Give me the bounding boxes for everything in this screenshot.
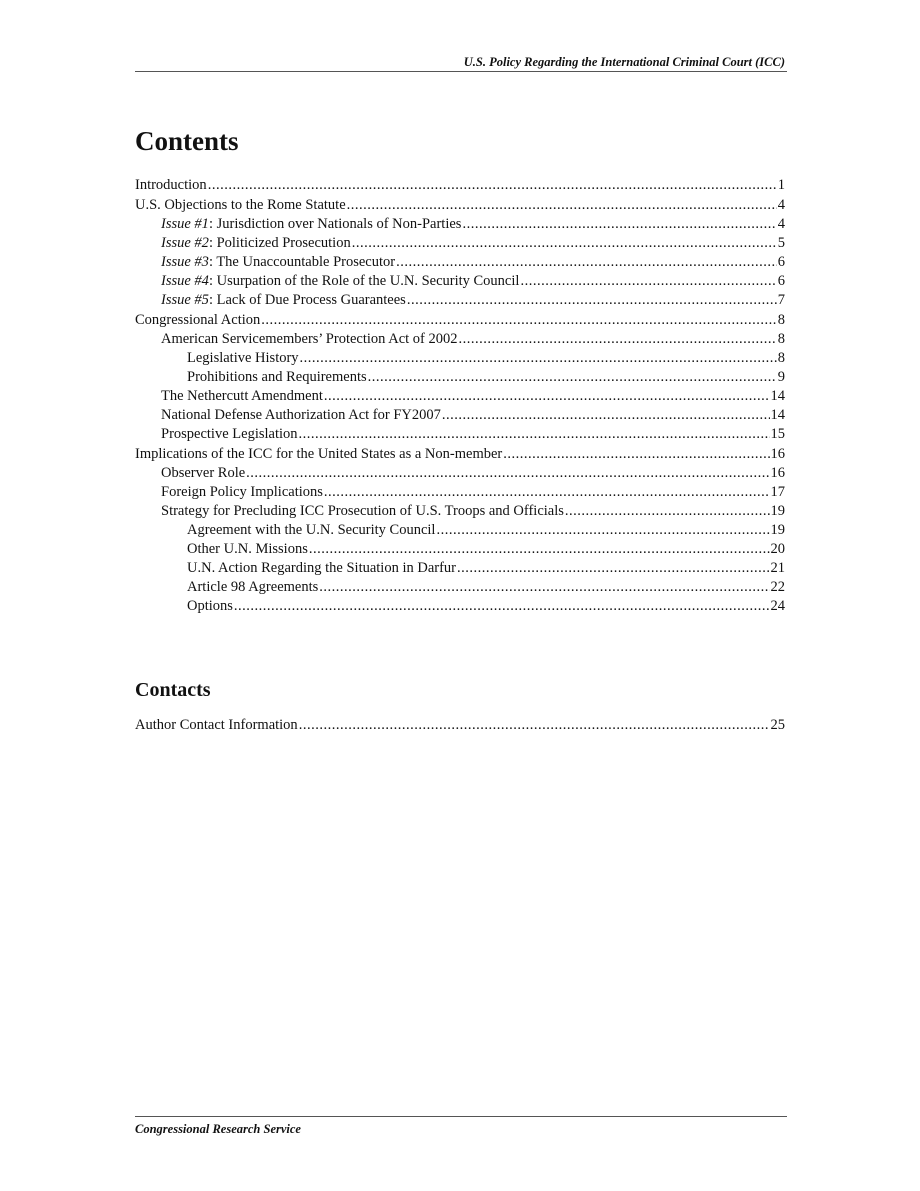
toc-page-number: 1	[777, 177, 785, 193]
contacts-heading: Contacts	[135, 679, 211, 701]
leader-dots	[352, 234, 777, 253]
toc-page-number: 15	[770, 426, 785, 442]
toc-page-number: 4	[777, 197, 785, 213]
leader-dots	[457, 559, 769, 578]
toc-entry-issue-3[interactable]: Issue #3: The Unaccountable Prosecutor ..... 6	[135, 253, 785, 272]
toc-page-number: 20	[770, 541, 785, 557]
leader-dots	[503, 445, 769, 464]
toc-entry-observer-role[interactable]: Observer Role ..... 16	[135, 464, 785, 483]
header-rule	[135, 71, 787, 72]
toc-page-number: 8	[777, 350, 785, 366]
toc-page-number: 14	[770, 388, 785, 404]
toc-entry-aspa-2002[interactable]: American Servicemembers’ Protection Act of 2002 ..... 8	[135, 330, 785, 349]
leader-dots	[299, 716, 770, 735]
toc-entry-article-98[interactable]: Article 98 Agreements ..... 22	[135, 578, 785, 597]
toc-entry-issue-4[interactable]: Issue #4: Usurpation of the Role of the U.N. Security Council ..... 6	[135, 272, 785, 291]
leader-dots	[299, 425, 770, 444]
toc-entry-issue-2[interactable]: Issue #2: Politicized Prosecution ..... 5	[135, 234, 785, 253]
leader-dots	[436, 521, 769, 540]
toc-page-number: 25	[770, 717, 785, 733]
leader-dots	[234, 597, 770, 616]
toc-entry-implications[interactable]: Implications of the ICC for the United States as a Non-member ..... 16	[135, 445, 785, 464]
leader-dots	[324, 387, 770, 406]
leader-dots	[442, 406, 770, 425]
leader-dots	[208, 176, 777, 195]
running-footer: Congressional Research Service	[135, 1122, 301, 1136]
toc-page-number: 22	[770, 579, 785, 595]
leader-dots	[324, 483, 770, 502]
toc-entry-introduction[interactable]: Introduction ..... 1	[135, 176, 785, 195]
toc-entry-un-security-council[interactable]: Agreement with the U.N. Security Council ..... 19	[135, 521, 785, 540]
toc-page-number: 24	[770, 598, 785, 614]
toc-page-number: 5	[777, 235, 785, 251]
toc-entry-other-un-missions[interactable]: Other U.N. Missions ..... 20	[135, 540, 785, 559]
leader-dots	[319, 578, 769, 597]
leader-dots	[459, 330, 777, 349]
toc-page-number: 19	[770, 522, 785, 538]
toc-page-number: 19	[770, 503, 785, 519]
toc-page-number: 17	[770, 484, 785, 500]
toc-page-number: 16	[770, 465, 785, 481]
leader-dots	[462, 215, 776, 234]
leader-dots	[347, 196, 777, 215]
toc-entry-darfur[interactable]: U.N. Action Regarding the Situation in Darfur ..... 21	[135, 559, 785, 578]
toc-page-number: 14	[770, 407, 785, 423]
toc-entry-us-objections[interactable]: U.S. Objections to the Rome Statute ..... 4	[135, 196, 785, 215]
leader-dots	[520, 272, 776, 291]
table-of-contents	[135, 176, 785, 616]
toc-page-number: 16	[770, 446, 785, 462]
toc-page-number: 8	[777, 331, 785, 347]
contents-heading: Contents	[135, 126, 239, 156]
toc-entry-nethercutt[interactable]: The Nethercutt Amendment ..... 14	[135, 387, 785, 406]
leader-dots	[300, 349, 777, 368]
footer-rule	[135, 1116, 787, 1117]
leader-dots	[407, 291, 777, 310]
toc-entry-prospective-legislation[interactable]: Prospective Legislation ..... 15	[135, 425, 785, 444]
leader-dots	[246, 464, 769, 483]
running-header: U.S. Policy Regarding the International Criminal Court (ICC)	[463, 55, 785, 69]
toc-page-number: 6	[777, 254, 785, 270]
toc-entry-issue-5[interactable]: Issue #5: Lack of Due Process Guarantees ..... 7	[135, 291, 785, 310]
toc-page-number: 6	[777, 273, 785, 289]
toc-page-number: 21	[770, 560, 785, 576]
leader-dots	[396, 253, 777, 272]
toc-entry-strategy[interactable]: Strategy for Precluding ICC Prosecution of U.S. Troops and Officials ..... 19	[135, 502, 785, 521]
toc-entry-issue-1[interactable]: Issue #1: Jurisdiction over Nationals of Non-Parties ..... 4	[135, 215, 785, 234]
toc-page-number: 4	[777, 216, 785, 232]
leader-dots	[565, 502, 770, 521]
toc-entry-congressional-action[interactable]: Congressional Action ..... 8	[135, 311, 785, 330]
toc-page-number: 8	[777, 312, 785, 328]
toc-page-number: 9	[777, 369, 785, 385]
toc-entry-prohibitions[interactable]: Prohibitions and Requirements ..... 9	[135, 368, 785, 387]
toc-entry-options[interactable]: Options ..... 24	[135, 597, 785, 616]
leader-dots	[261, 311, 776, 330]
toc-entry-foreign-policy[interactable]: Foreign Policy Implications ..... 17	[135, 483, 785, 502]
toc-entry-author-contact[interactable]: Author Contact Information ..... 25	[135, 716, 785, 735]
toc-entry-legislative-history[interactable]: Legislative History ..... 8	[135, 349, 785, 368]
toc-entry-ndaa-fy2007[interactable]: National Defense Authorization Act for FY2007 ..... 14	[135, 406, 785, 425]
leader-dots	[309, 540, 770, 559]
contacts-list	[135, 716, 785, 735]
leader-dots	[368, 368, 777, 387]
toc-page-number: 7	[777, 292, 785, 308]
